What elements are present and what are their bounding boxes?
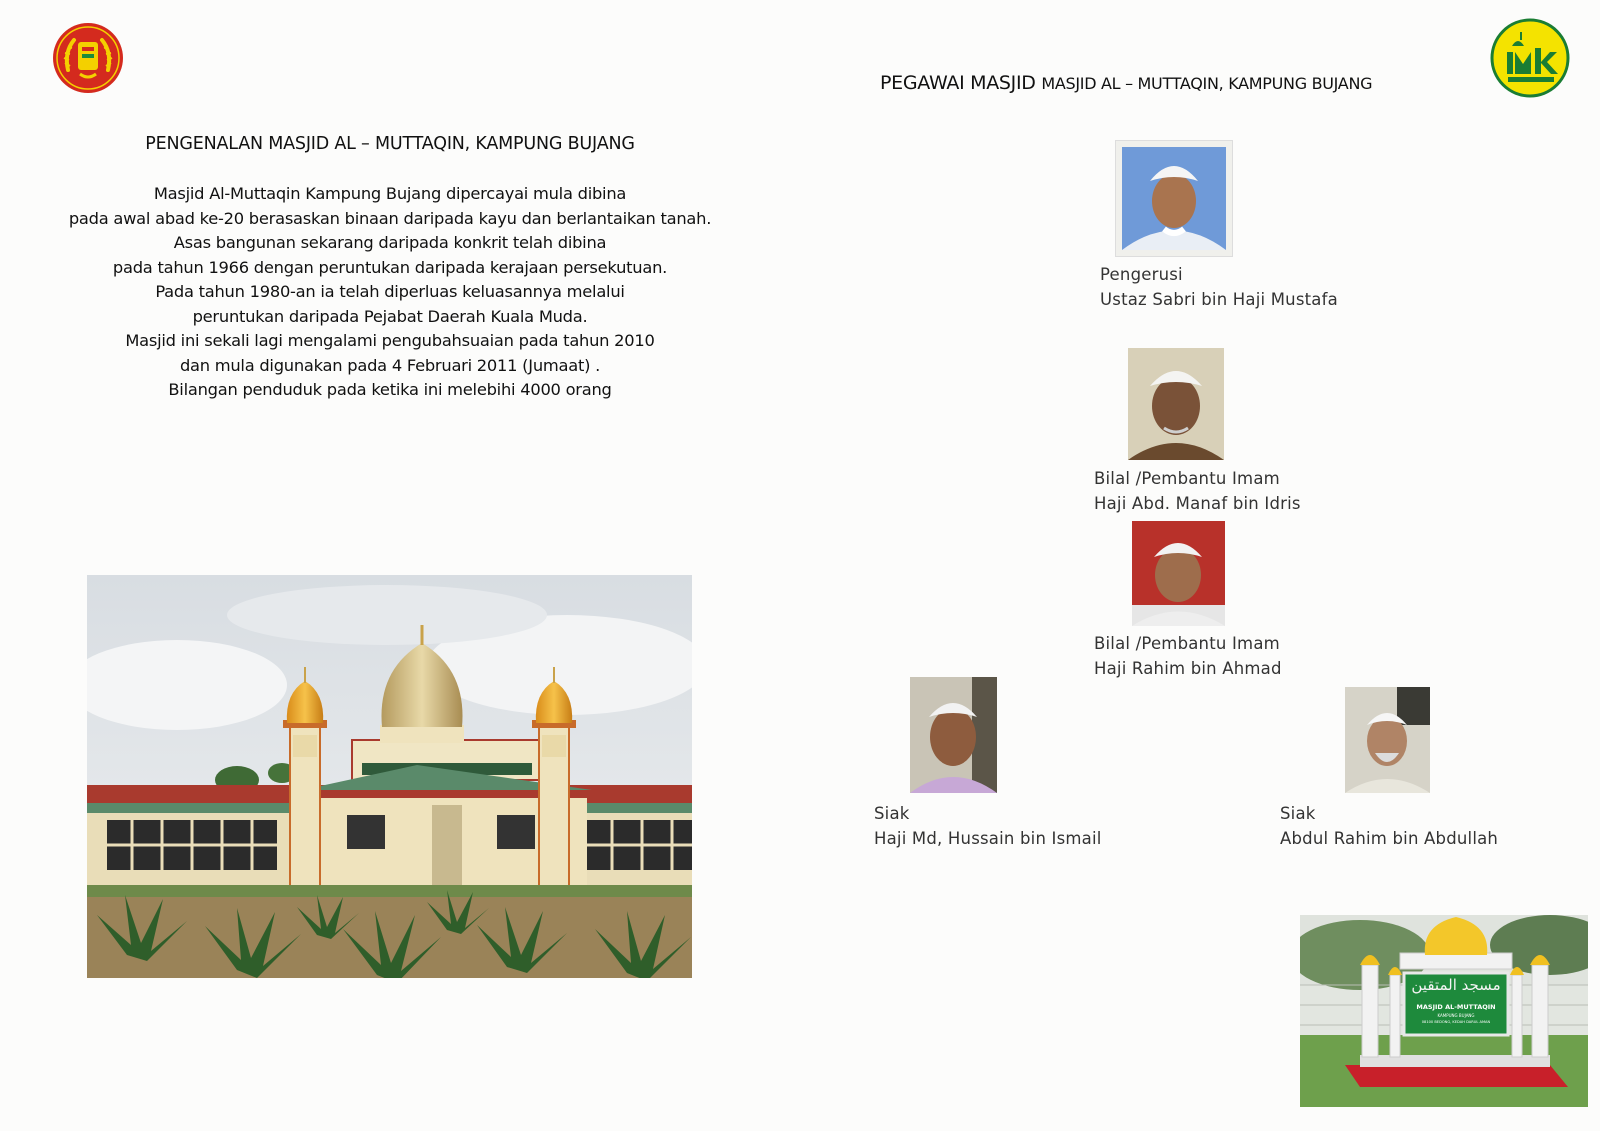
intro-line: pada tahun 1966 dengan peruntukan daripada kerajaan persekutuan. — [112, 257, 668, 277]
staff-name: Ustaz Sabri bin Haji Mustafa — [1100, 289, 1338, 309]
intro-line: Bilangan penduduk pada ketika ini melebihi 4000 orang — [168, 380, 612, 399]
intro-line: Masjid ini sekali lagi mengalami pengubahsuaian pada tahun 2010 — [125, 331, 655, 350]
signboard-name: MASJID AL-MUTTAQIN — [1416, 1003, 1496, 1011]
portrait-siak-hussain — [910, 677, 997, 793]
signboard-line3: 08100 BEDONG, KEDAH DARUL AMAN — [1421, 1020, 1491, 1024]
intro-paragraph — [20, 182, 760, 403]
staff-role: Pengerusi — [1100, 265, 1183, 284]
intro-line: dan mula digunakan pada 4 Februari 2011 (Jumaat) . — [179, 355, 601, 375]
intro-line: Pada tahun 1980-an ia telah diperluas keluasannya melalui — [155, 282, 625, 301]
signboard-photo — [1300, 915, 1588, 1107]
staff-name: Haji Rahim bin Ahmad — [1094, 658, 1282, 678]
signboard-line2: KAMPUNG BUJANG — [1437, 1013, 1475, 1018]
kedah-crest-logo — [52, 22, 124, 94]
mosque-photo — [87, 575, 692, 978]
staff-name: Haji Md, Hussain bin Ismail — [874, 828, 1102, 848]
portrait-siak-abdul-rahim — [1345, 687, 1430, 793]
staff-heading-sub: MASJID AL – MUTTAQIN, KAMPUNG BUJANG — [1041, 74, 1373, 93]
portrait-pengerusi — [1115, 140, 1233, 257]
intro-line: Masjid Al-Muttaqin Kampung Bujang dipercayai mula dibina — [153, 184, 627, 203]
signboard-arabic: مسجد المتقين — [1411, 976, 1501, 994]
caption-siak-hussain — [874, 802, 1102, 851]
caption-pengerusi — [1100, 263, 1338, 312]
portrait-bilal-manaf — [1128, 348, 1224, 460]
intro-line: pada awal abad ke-20 berasaskan binaan daripada kayu dan berlantaikan tanah. — [68, 208, 712, 228]
intro-title: PENGENALAN MASJID AL – MUTTAQIN, KAMPUNG BUJANG — [145, 134, 635, 154]
staff-name: Abdul Rahim bin Abdullah — [1280, 828, 1499, 848]
caption-bilal-manaf — [1094, 467, 1301, 516]
caption-siak-abdul-rahim — [1280, 802, 1498, 851]
staff-name: Haji Abd. Manaf bin Idris — [1094, 493, 1301, 513]
staff-role: Bilal /Pembantu Imam — [1094, 634, 1280, 653]
caption-bilal-rahim — [1094, 632, 1282, 681]
maik-logo — [1490, 18, 1570, 98]
staff-role: Siak — [1280, 804, 1316, 823]
portrait-bilal-rahim — [1132, 521, 1225, 626]
intro-line: peruntukan daripada Pejabat Daerah Kuala Muda. — [192, 306, 588, 326]
staff-heading-main: PEGAWAI MASJID — [880, 72, 1036, 94]
staff-heading — [880, 72, 1480, 94]
intro-line: Asas bangunan sekarang daripada konkrit telah dibina — [173, 233, 607, 252]
staff-role: Siak — [874, 804, 910, 823]
staff-role: Bilal /Pembantu Imam — [1094, 469, 1280, 488]
